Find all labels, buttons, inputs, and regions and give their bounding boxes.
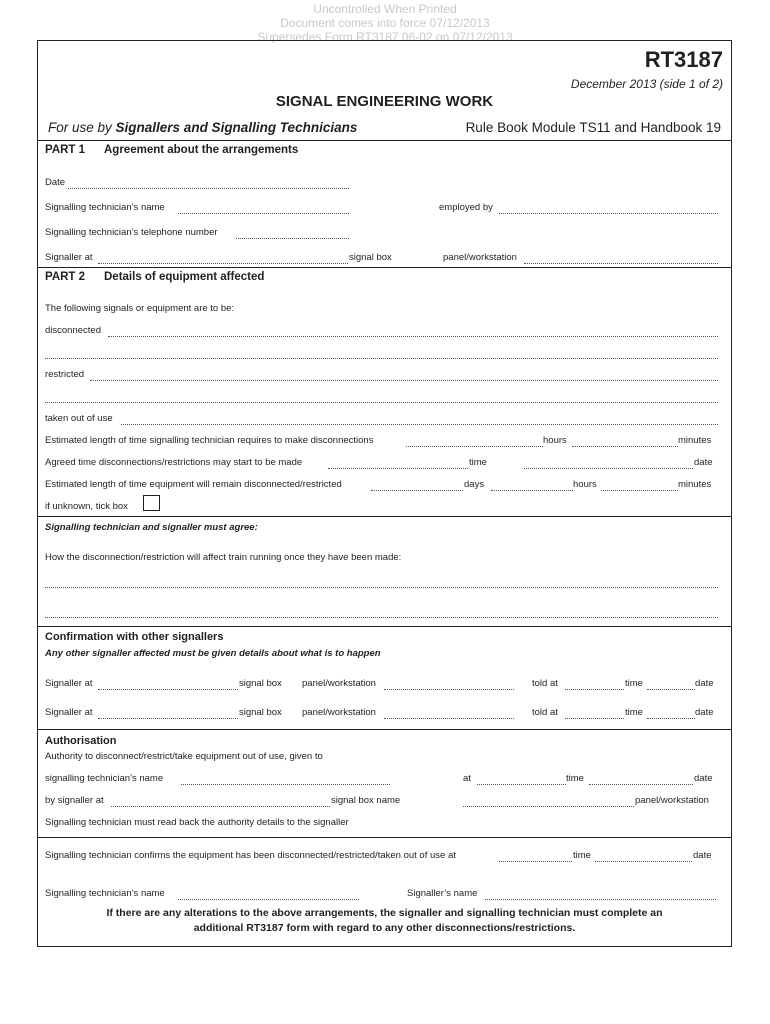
confirm-date-label: date (693, 850, 712, 861)
by-signaller-label: by signaller at (45, 795, 104, 806)
by-signaller-field[interactable] (111, 806, 330, 807)
conf-row1-signal-box-label: signal box (239, 678, 282, 689)
for-use-prefix: For use by (48, 120, 116, 135)
divider (38, 267, 731, 268)
signal-box-name-label: signal box name (331, 795, 401, 806)
part2-intro: The following signals or equipment are to be: (45, 303, 235, 314)
divider (38, 626, 731, 627)
confirm-date-field[interactable] (595, 861, 692, 862)
restricted-field-continued[interactable] (45, 402, 718, 403)
conf-row2-signaller-label: Signaller at (45, 707, 93, 718)
restricted-field[interactable] (90, 380, 718, 381)
conf-row1-time-field[interactable] (565, 689, 624, 690)
conf-row1-date-label: date (695, 678, 714, 689)
auth-tech-name-field[interactable] (181, 784, 390, 785)
confirm-tech-name-field[interactable] (178, 899, 359, 900)
agreed-date-field[interactable] (524, 468, 693, 469)
watermark-in-force: Document comes into force 07/12/2013 (280, 16, 490, 30)
confirm-time-field[interactable] (499, 861, 572, 862)
part1-number: PART 1 (45, 144, 86, 156)
confirm-signaller-name-label: Signaller’s name (407, 888, 478, 899)
agreed-date-unit: date (694, 457, 713, 468)
part2-number: PART 2 (45, 271, 86, 283)
est-remain-days-field[interactable] (371, 490, 463, 491)
est-remain-minutes-label: minutes (678, 479, 712, 490)
est-disconnect-label: Estimated length of time signalling technician requires to make disconnections (45, 435, 374, 446)
est-remain-minutes-field[interactable] (601, 490, 678, 491)
form-code: RT3187 (644, 47, 723, 72)
auth-time-field[interactable] (477, 784, 566, 785)
conf-row1-signaller-field[interactable] (98, 689, 238, 690)
divider (38, 729, 731, 730)
confirm-tech-name-label: Signalling technician’s name (45, 888, 165, 899)
est-disconnect-hours-label: hours (543, 435, 567, 446)
agreed-time-label: Agreed time disconnections/restrictions may start to be made (45, 457, 303, 468)
train-running-field-1[interactable] (45, 587, 718, 588)
auth-panel-field[interactable] (463, 806, 634, 807)
train-running-field-2[interactable] (45, 617, 718, 618)
signaller-at-label: Signaller at (45, 252, 93, 263)
conf-row2-told-at-label: told at (532, 707, 558, 718)
auth-time-label: time (566, 773, 584, 784)
divider (38, 140, 731, 141)
conf-row1-told-at-label: told at (532, 678, 558, 689)
tech-name-field[interactable] (178, 213, 349, 214)
auth-tech-name-label: signalling technician’s name (45, 773, 164, 784)
date-label: Date (45, 177, 66, 188)
part1-title: Agreement about the arrangements (104, 144, 299, 156)
conf-row2-panel-label: panel/workstation (302, 707, 376, 718)
for-use-by (48, 120, 357, 135)
part2-title: Details of equipment affected (104, 271, 265, 283)
form-title: SIGNAL ENGINEERING WORK (275, 93, 494, 110)
employed-by-label: employed by (439, 202, 493, 213)
auth-date-field[interactable] (589, 784, 693, 785)
est-remain-hours-label: hours (573, 479, 597, 490)
signaller-at-field[interactable] (98, 263, 348, 264)
conf-row1-time-label: time (625, 678, 643, 689)
confirm-text: Signalling technician confirms the equipment has been disconnected/restricted/taken out of use at (45, 850, 456, 861)
divider (38, 516, 731, 517)
form-frame (37, 40, 732, 947)
conf-row1-panel-label: panel/workstation (302, 678, 376, 689)
confirm-time-label: time (573, 850, 591, 861)
tech-phone-field[interactable] (236, 238, 349, 239)
conf-row2-panel-field[interactable] (384, 718, 514, 719)
conf-row2-signaller-field[interactable] (98, 718, 238, 719)
authorisation-heading: Authorisation (45, 735, 117, 747)
conf-row2-date-label: date (695, 707, 714, 718)
confirmation-heading: Confirmation with other signallers (45, 631, 224, 643)
conf-row2-time-label: time (625, 707, 643, 718)
est-remain-label: Estimated length of time equipment will remain disconnected/restricted (45, 479, 342, 490)
confirmation-subheading: Any other signaller affected must be given details about what is to happen (45, 648, 381, 659)
for-use-roles: Signallers and Signalling Technicians (115, 120, 358, 135)
employed-by-field[interactable] (499, 213, 718, 214)
rule-book-reference: Rule Book Module TS11 and Handbook 19 (465, 120, 721, 135)
agreed-time-field[interactable] (328, 468, 468, 469)
tech-phone-label: Signalling technician’s telephone number (45, 227, 218, 238)
date-side: December 2013 (side 1 of 2) (570, 77, 723, 91)
auth-panel-label: panel/workstation (635, 795, 709, 806)
authority-given-to: Authority to disconnect/restrict/take equipment out of use, given to (45, 751, 323, 762)
agree-heading: Signalling technician and signaller must agree: (45, 522, 258, 533)
est-disconnect-minutes-field[interactable] (572, 446, 678, 447)
footer-line1: If there are any alterations to the above arrangements, the signaller and signalling technician must complete an (106, 907, 663, 919)
conf-row1-panel-field[interactable] (384, 689, 514, 690)
taken-out-field[interactable] (121, 424, 718, 425)
agree-question: How the disconnection/restriction will affect train running once they have been made: (45, 552, 402, 563)
divider (38, 837, 731, 838)
disconnected-label: disconnected (45, 325, 101, 336)
restricted-label: restricted (45, 369, 85, 380)
tech-name-label: Signalling technician’s name (45, 202, 165, 213)
est-disconnect-hours-field[interactable] (406, 446, 543, 447)
est-disconnect-minutes-label: minutes (678, 435, 712, 446)
conf-row2-date-field[interactable] (647, 718, 695, 719)
disconnected-field[interactable] (108, 336, 718, 337)
disconnected-field-continued[interactable] (45, 358, 718, 359)
conf-row1-date-field[interactable] (647, 689, 695, 690)
conf-row2-time-field[interactable] (565, 718, 624, 719)
unknown-checkbox[interactable] (143, 495, 160, 511)
agreed-time-unit: time (469, 457, 487, 468)
panel-field[interactable] (524, 263, 718, 264)
watermark-uncontrolled: Uncontrolled When Printed (313, 2, 457, 16)
est-remain-days-label: days (464, 479, 485, 490)
signal-box-label: signal box (349, 252, 392, 263)
panel-label: panel/workstation (443, 252, 517, 263)
watermark-supersedes: Supersedes Form RT3187 06-02 on 07/12/2013 (257, 30, 513, 44)
auth-at-label: at (463, 773, 471, 784)
footer-line2: additional RT3187 form with regard to any other disconnections/restrictions. (193, 922, 576, 934)
if-unknown-label: if unknown, tick box (45, 501, 128, 512)
auth-date-label: date (694, 773, 713, 784)
read-back-instruction: Signalling technician must read back the authority details to the signaller (45, 817, 349, 828)
taken-out-label: taken out of use (45, 413, 113, 424)
conf-row2-signal-box-label: signal box (239, 707, 282, 718)
confirm-signaller-name-field[interactable] (485, 899, 716, 900)
date-field[interactable] (68, 188, 349, 189)
conf-row1-signaller-label: Signaller at (45, 678, 93, 689)
est-remain-hours-field[interactable] (491, 490, 573, 491)
